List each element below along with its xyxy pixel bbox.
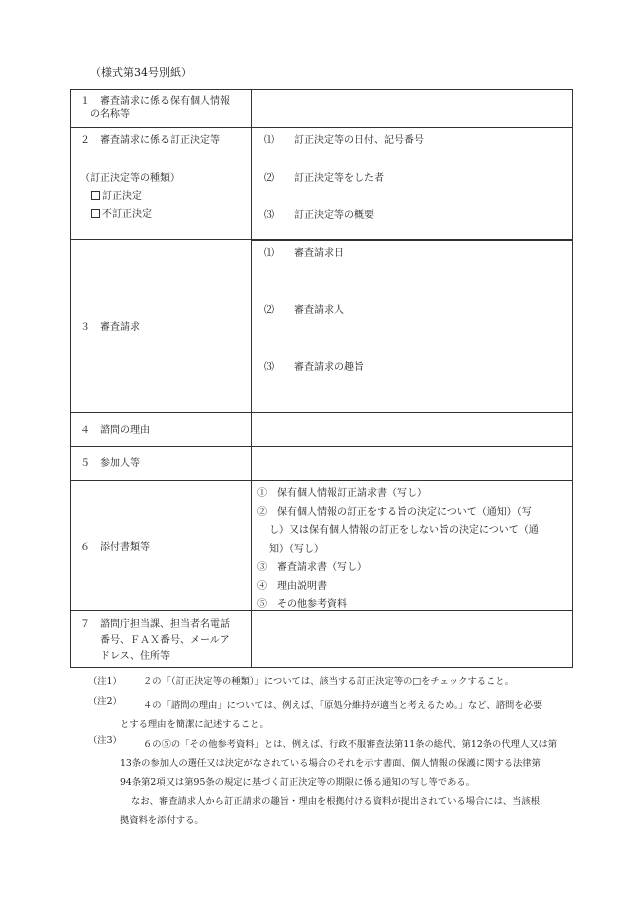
form-table bbox=[70, 89, 573, 668]
row3-item3: ⑶ 審査請求の趣旨 bbox=[264, 362, 364, 373]
row2-item3: ⑶ 訂正決定等の概要 bbox=[264, 210, 374, 221]
row7-label-line: ドレス、住所等 bbox=[100, 651, 170, 662]
row7-label-line: ７ 諮問庁担当課、担当者名電話 bbox=[80, 619, 230, 630]
row2-item1: ⑴ 訂正決定等の日付、記号番号 bbox=[264, 135, 424, 146]
row5-label: ５ 参加人等 bbox=[80, 458, 140, 469]
row1-label-line1: １ 審査請求に係る保有個人情報 bbox=[80, 96, 230, 107]
row7-label bbox=[80, 617, 230, 665]
checkbox-icon[interactable] bbox=[91, 191, 100, 200]
note-3-line: なお、審査請求人から訂正請求の趣旨・理由を根拠付ける資料が提出されている場合には、当該根 bbox=[131, 796, 541, 807]
attachment-list bbox=[257, 485, 539, 615]
row-divider bbox=[251, 240, 572, 241]
note-3-text bbox=[120, 735, 558, 830]
note-3-mark: （注3） bbox=[88, 735, 122, 746]
note-3-line: ６の⑤の「その他参考資料」とは、例えば、行政不服審査法第11条の総代、第12条の代理人又は第 bbox=[143, 739, 558, 750]
attachment-item: ③ 審査請求書（写し） bbox=[257, 562, 367, 573]
column-divider bbox=[251, 90, 252, 667]
note-1-mark: （注1） bbox=[88, 676, 122, 687]
row4-label: ４ 諮問の理由 bbox=[80, 425, 150, 436]
row-divider bbox=[71, 446, 572, 447]
row3-item2: ⑵ 審査請求人 bbox=[264, 305, 344, 316]
row3-label: ３ 審査請求 bbox=[80, 322, 140, 333]
row-divider bbox=[71, 480, 572, 481]
row6-label: ６ 添付書類等 bbox=[80, 542, 150, 553]
note-1-text: ２の「（訂正決定等の種類）」については、該当する訂正決定等の□をチェックすること。 bbox=[143, 676, 514, 687]
row-divider bbox=[71, 412, 572, 413]
note-2-text bbox=[120, 696, 543, 734]
attachment-item: ② 保有個人情報の訂正をする旨の決定について（通知）（写 bbox=[257, 506, 532, 518]
attachment-item: ① 保有個人情報訂正請求書（写し） bbox=[257, 488, 427, 499]
attachment-item-continued: 知）（写し） bbox=[269, 543, 324, 555]
row2-item2: ⑵ 訂正決定等をした者 bbox=[264, 173, 384, 184]
row1-label-line2: の名称等 bbox=[90, 109, 130, 120]
note-3-line: 拠資料を添付する。 bbox=[120, 815, 204, 826]
row2-label: ２ 審査請求に係る訂正決定等 bbox=[80, 135, 220, 146]
checkbox-icon[interactable] bbox=[91, 209, 100, 218]
option-no-correction[interactable] bbox=[91, 208, 152, 221]
attachment-item: ④ 理由説明書 bbox=[257, 580, 327, 592]
attachment-item: ⑤ その他参考資料 bbox=[257, 599, 347, 610]
option-correction[interactable] bbox=[91, 190, 142, 203]
row7-label-line: 番号、ＦＡＸ番号、メールア bbox=[100, 635, 230, 646]
note-2-mark: （注2） bbox=[88, 696, 122, 707]
attachment-item-continued: し）又は保有個人情報の訂正をしない旨の決定について（通 bbox=[269, 525, 539, 536]
note-3-line: 94条第2項又は第95条の規定に基づく訂正決定等の期限に係る通知の写し等である。 bbox=[120, 777, 475, 788]
note-3-line: 13条の参加人の選任又は決定がなされている場合のそれを示す書面、個人情報の保護に関する法律第 bbox=[120, 758, 541, 769]
form-title: （様式第34号別紙） bbox=[90, 66, 192, 79]
note-2-line: とする理由を簡潔に記述すること。 bbox=[120, 719, 269, 730]
row3-item1: ⑴ 審査請求日 bbox=[264, 248, 344, 259]
option-no-correction-label: 不訂正決定 bbox=[102, 209, 152, 220]
row1-label bbox=[80, 95, 230, 121]
correction-type-heading: （訂正決定等の種類） bbox=[80, 173, 180, 184]
row-divider bbox=[71, 127, 572, 128]
note-2-line: ４の「諮問の理由」については、例えば、「原処分維持が適当と考えるため。」など、諮問を必要 bbox=[143, 700, 543, 711]
option-correction-label: 訂正決定 bbox=[102, 191, 142, 202]
